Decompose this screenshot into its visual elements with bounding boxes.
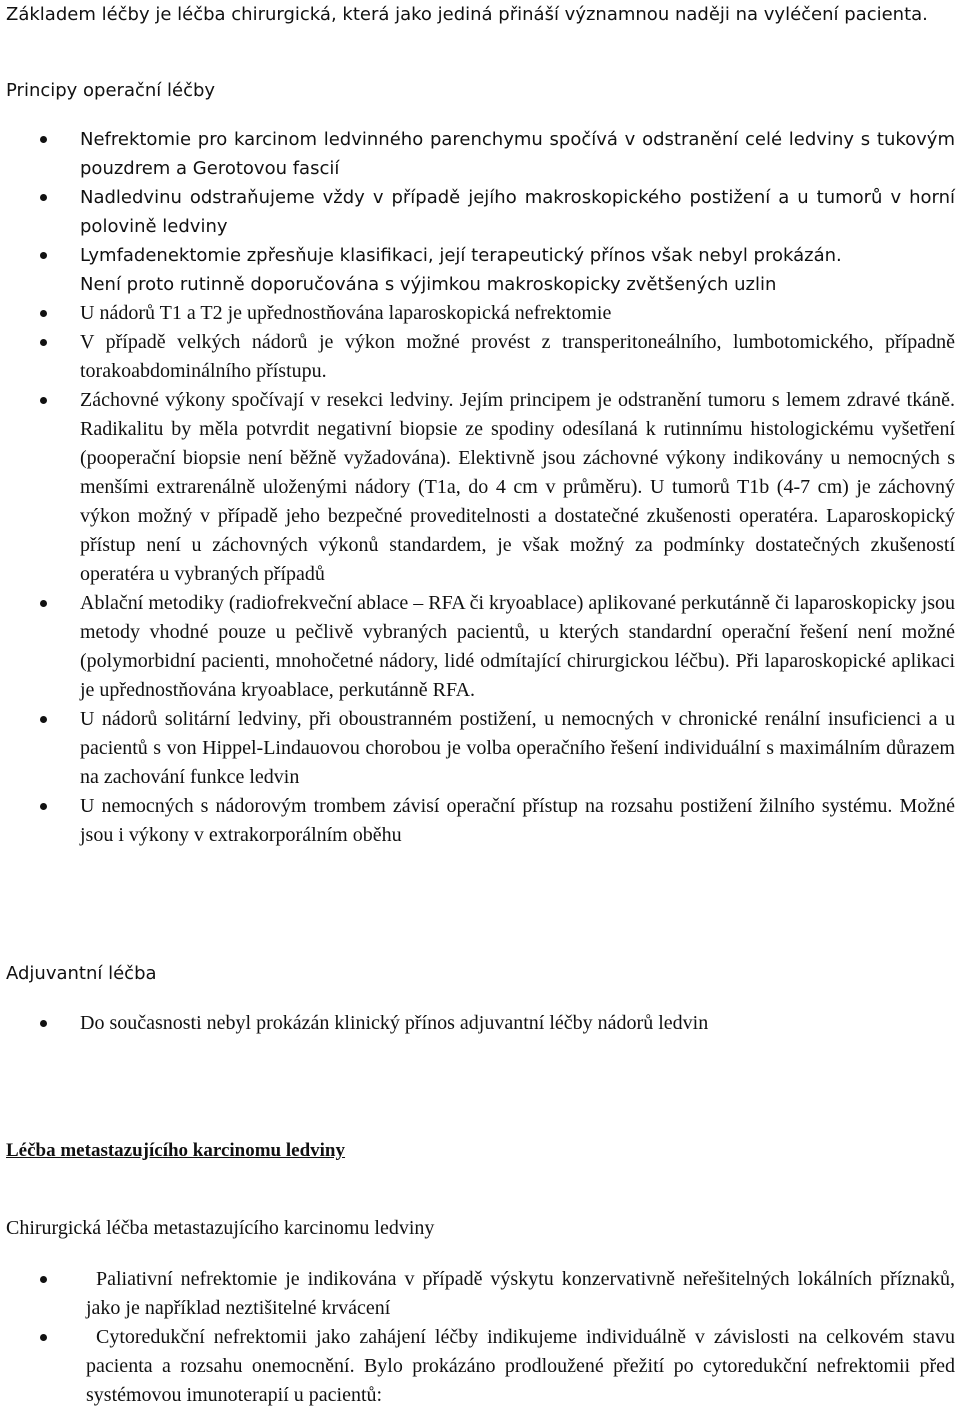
list-item bbox=[0, 705, 955, 792]
bullet-icon bbox=[40, 803, 47, 810]
bullet-icon bbox=[40, 397, 47, 404]
list-item bbox=[0, 589, 955, 705]
list-item bbox=[0, 183, 955, 241]
bullet-icon bbox=[40, 1334, 47, 1341]
list-item bbox=[0, 1323, 955, 1410]
bullet-icon bbox=[40, 136, 47, 143]
list-item-text: Cytoredukční nefrektomii jako zahájení léčby indikujeme individuálně v závislosti na celkovém stavu pacienta a rozsahu onemocnění. Bylo prokázáno prodloužené přežití po cytoredukční nefrektomii před systémovou imunoterapií u pacientů: bbox=[86, 1326, 955, 1406]
list-item-text: U nádorů solitární ledviny, při oboustranném postižení, u nemocných v chronické renální insuficienci a u pacientů s von Hippel-Lindauovou chorobou je volba operačního řešení individuální s maximálním důrazem na zachování funkce ledvin bbox=[80, 708, 955, 788]
list-item-text: Nadledvinu odstraňujeme vždy v případě jejího makroskopického postižení a u tumorů v horní polovině ledviny bbox=[80, 187, 955, 237]
bullet-icon bbox=[40, 1020, 47, 1027]
heading-adjuvant: Adjuvantní léčba bbox=[6, 963, 157, 984]
heading-principy: Principy operační léčby bbox=[6, 80, 216, 101]
surgical-list bbox=[0, 1265, 955, 1410]
bullet-icon bbox=[40, 310, 47, 317]
list-item-text: Lymfadenektomie zpřesňuje klasifikaci, její terapeutický přínos však nebyl prokázán. bbox=[80, 245, 842, 266]
bullet-icon bbox=[40, 194, 47, 201]
list-item bbox=[0, 386, 955, 589]
list-item-text: Záchovné výkony spočívají v resekci ledviny. Jejím principem je odstranění tumoru s lemem zdravé tkáně. Radikalitu by měla potvrdit negativní biopsie ze spodiny odesílaná k rutinnímu histologickému vyšetření (pooperační biopsie není běžně vyžadována). Elektivně jsou záchovné výkony indikovány u nemocných s menšími extrarenálně uloženými nádory (T1a, do 4 cm v průměru). U tumorů T1b (4-7 cm) je záchovný výkon možný v případě jeho bezpečné proveditelnosti a dostatečné zkušenosti operatéra. Laparoskopický přístup není u záchovných výkonů standardem, je však možný za podmínky dostatečných zkušeností operatéra u vybraných případů bbox=[80, 389, 955, 585]
list-item bbox=[0, 299, 955, 328]
adjuvant-list bbox=[0, 1009, 955, 1038]
list-item bbox=[0, 328, 955, 386]
list-item-text: U nádorů T1 a T2 je upřednostňována laparoskopická nefrektomie bbox=[80, 302, 612, 324]
list-item-text: V případě velkých nádorů je výkon možné provést z transperitoneálního, lumbotomického, případně torakoabdominálního přístupu. bbox=[80, 331, 955, 382]
list-item bbox=[0, 125, 955, 183]
list-item bbox=[0, 792, 955, 850]
bullet-icon bbox=[40, 600, 47, 607]
list-item-text: Paliativní nefrektomie je indikována v případě výskytu konzervativně neřešitelných lokálních příznaků, jako je například neztišitelné krvácení bbox=[86, 1268, 955, 1319]
intro-paragraph: Základem léčby je léčba chirurgická, která jako jediná přináší významnou naději na vyléčení pacienta. bbox=[6, 4, 928, 25]
list-item bbox=[0, 270, 955, 299]
list-item-text: Není proto rutinně doporučována s výjimkou makroskopicky zvětšených uzlin bbox=[80, 274, 777, 295]
list-item bbox=[0, 241, 955, 270]
list-item bbox=[0, 1009, 955, 1038]
bullet-icon bbox=[40, 252, 47, 259]
bullet-icon bbox=[40, 339, 47, 346]
list-item-text: Nefrektomie pro karcinom ledvinného parenchymu spočívá v odstranění celé ledviny s tukovým pouzdrem a Gerotovou fascií bbox=[80, 129, 955, 179]
bullet-icon bbox=[40, 716, 47, 723]
list-item-text: Ablační metodiky (radiofrekveční ablace – RFA či kryoablace) aplikované perkutánně či laparoskopicky jsou metody vhodné pouze u pečlivě vybraných pacientů, u kterých standardní operační řešení není možné (polymorbidní pacienti, mnohočetné nádory, lidé odmítající chirurgickou léčbu). Při laparoskopické aplikaci je upřednostňována kryoablace, perkutánně RFA. bbox=[80, 592, 955, 701]
principy-list bbox=[0, 125, 955, 850]
list-item bbox=[0, 1265, 955, 1323]
list-item-text: U nemocných s nádorovým trombem závisí operační přístup na rozsahu postižení žilního systému. Možné jsou i výkony v extrakorporálním oběhu bbox=[80, 795, 955, 846]
list-item-text: Do současnosti nebyl prokázán klinický přínos adjuvantní léčby nádorů ledvin bbox=[80, 1012, 709, 1034]
heading-surgical: Chirurgická léčba metastazujícího karcinomu ledviny bbox=[6, 1217, 435, 1239]
bullet-icon bbox=[40, 1276, 47, 1283]
heading-metastatic: Léčba metastazujícího karcinomu ledviny bbox=[6, 1140, 346, 1161]
